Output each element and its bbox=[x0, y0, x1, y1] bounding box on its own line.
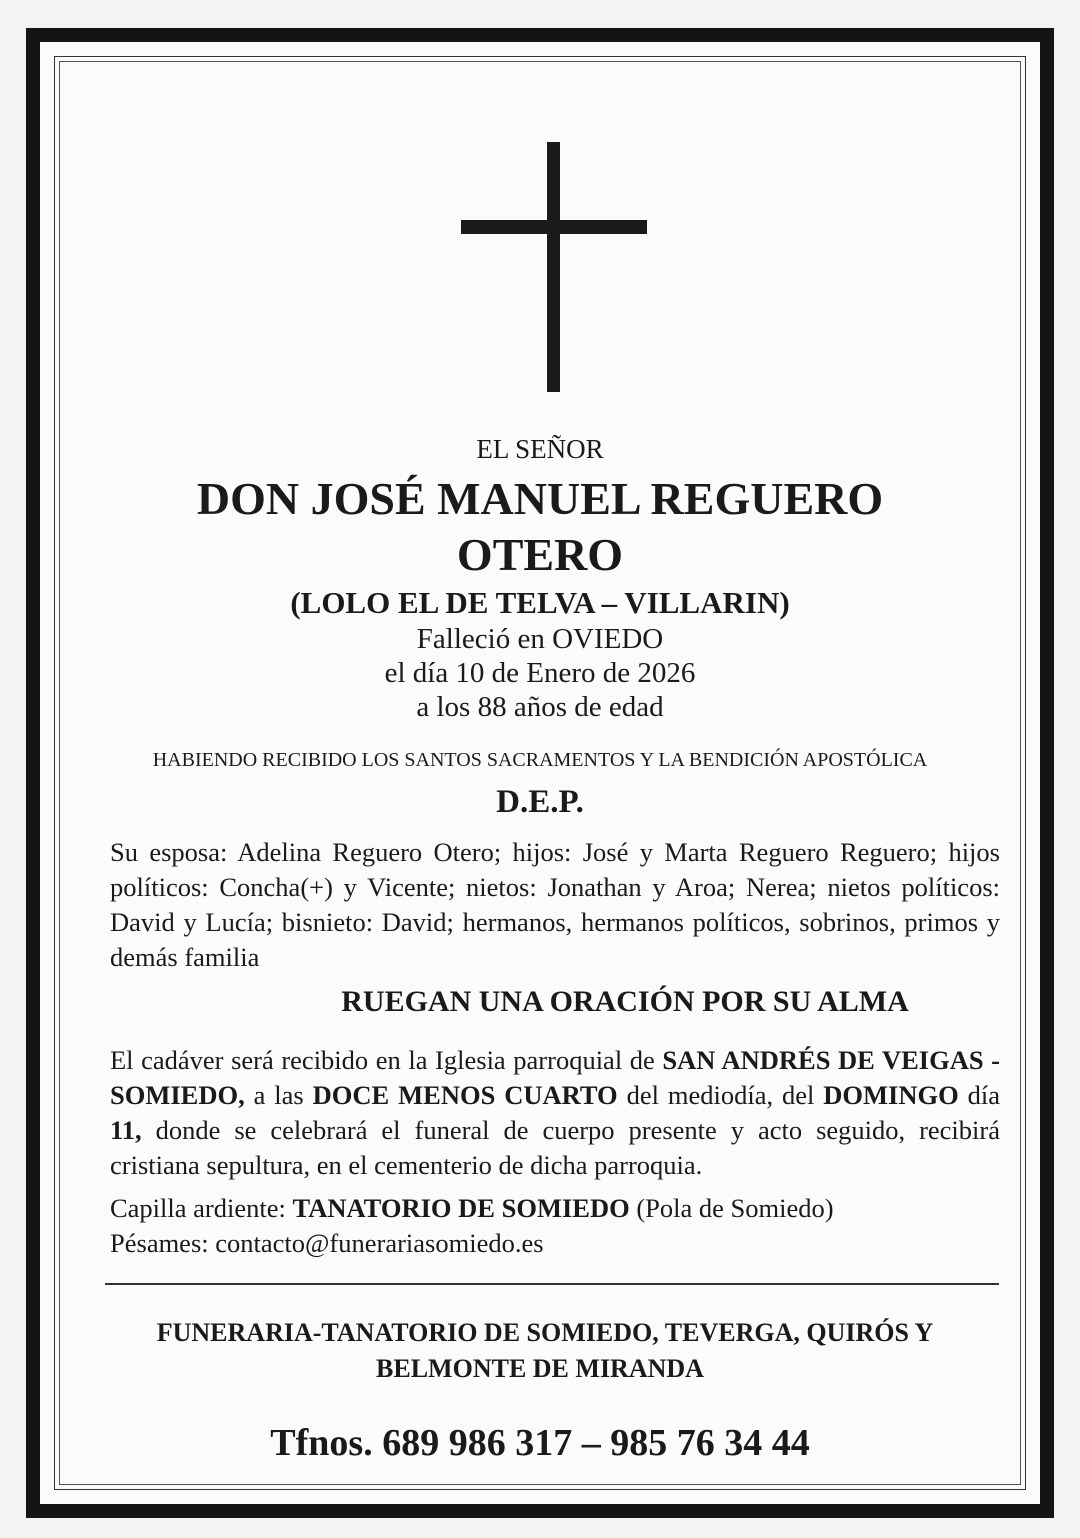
deceased-name: DON JOSÉ MANUEL REGUERO OTERO bbox=[196, 473, 884, 580]
chapel-location: (Pola de Somiedo) bbox=[629, 1193, 834, 1223]
funeral-text-5: donde se celebrará el funeral de cuerpo presente y acto seguido, recibirá cristiana sepultura, en el cementerio de dicha parroquia. bbox=[110, 1115, 1000, 1180]
funeral-time: DOCE MENOS CUARTO bbox=[312, 1080, 618, 1110]
inner-border bbox=[54, 56, 1026, 1490]
family-paragraph: Su esposa: Adelina Reguero Otero; hijos: José y Marta Reguero Reguero; hijos políticos: Concha(+) y Vicente; nietos: Jonathan y Aroa; Nerea; nietos políticos: David y Lucía; bisnieto: David; hermanos, hermanos políticos, sobrinos, primos y demás familia bbox=[110, 837, 1000, 972]
inner-border-thin bbox=[59, 61, 1021, 1485]
funeral-home-line-1: FUNERARIA-TANATORIO DE SOMIEDO, TEVERGA, QUIRÓS Y bbox=[156, 1318, 934, 1347]
cross-icon bbox=[547, 142, 560, 392]
age: a los 88 años de edad bbox=[416, 691, 664, 723]
condolences-line bbox=[110, 1226, 1000, 1261]
funeral-text-2: a las bbox=[244, 1080, 313, 1110]
death-place: Falleció en OVIEDO bbox=[416, 623, 664, 655]
phone-numbers: Tfnos. 689 986 317 – 985 76 34 44 bbox=[270, 1422, 810, 1464]
chapel-name: TANATORIO DE SOMIEDO bbox=[292, 1193, 630, 1223]
chapel-line bbox=[110, 1191, 1000, 1226]
condolences-label: Pésames: bbox=[110, 1228, 216, 1258]
funeral-paragraph bbox=[110, 1043, 1000, 1183]
funeral-text-1: El cadáver será recibido en la Iglesia parroquial de bbox=[110, 1045, 663, 1075]
prayer-request: RUEGAN UNA ORACIÓN POR SU ALMA bbox=[341, 985, 909, 1018]
chapel-label: Capilla ardiente: bbox=[110, 1193, 293, 1223]
divider bbox=[105, 1283, 999, 1285]
funeral-day: DOMINGO bbox=[823, 1080, 959, 1110]
church-name: SAN ANDRÉS DE VEIGAS - SOMIEDO, bbox=[110, 1045, 1000, 1110]
funeral-text-4: día bbox=[958, 1080, 1001, 1110]
condolences-email: contacto@funerariasomiedo.es bbox=[215, 1228, 544, 1258]
funeral-day-number: 11, bbox=[110, 1115, 142, 1145]
sacraments-line: HABIENDO RECIBIDO LOS SANTOS SACRAMENTOS Y LA BENDICIÓN APOSTÓLICA bbox=[152, 749, 928, 771]
notice-frame bbox=[26, 28, 1054, 1518]
death-date: el día 10 de Enero de 2026 bbox=[384, 657, 696, 689]
dep: D.E.P. bbox=[496, 784, 584, 820]
funeral-text-3: del mediodía, del bbox=[617, 1080, 824, 1110]
cross-icon-bar bbox=[461, 220, 647, 234]
funeral-home-line-2: BELMONTE DE MIRANDA bbox=[376, 1354, 704, 1383]
deceased-alias: (LOLO EL DE TELVA – VILLARIN) bbox=[290, 585, 790, 620]
heading: EL SEÑOR bbox=[476, 434, 604, 464]
